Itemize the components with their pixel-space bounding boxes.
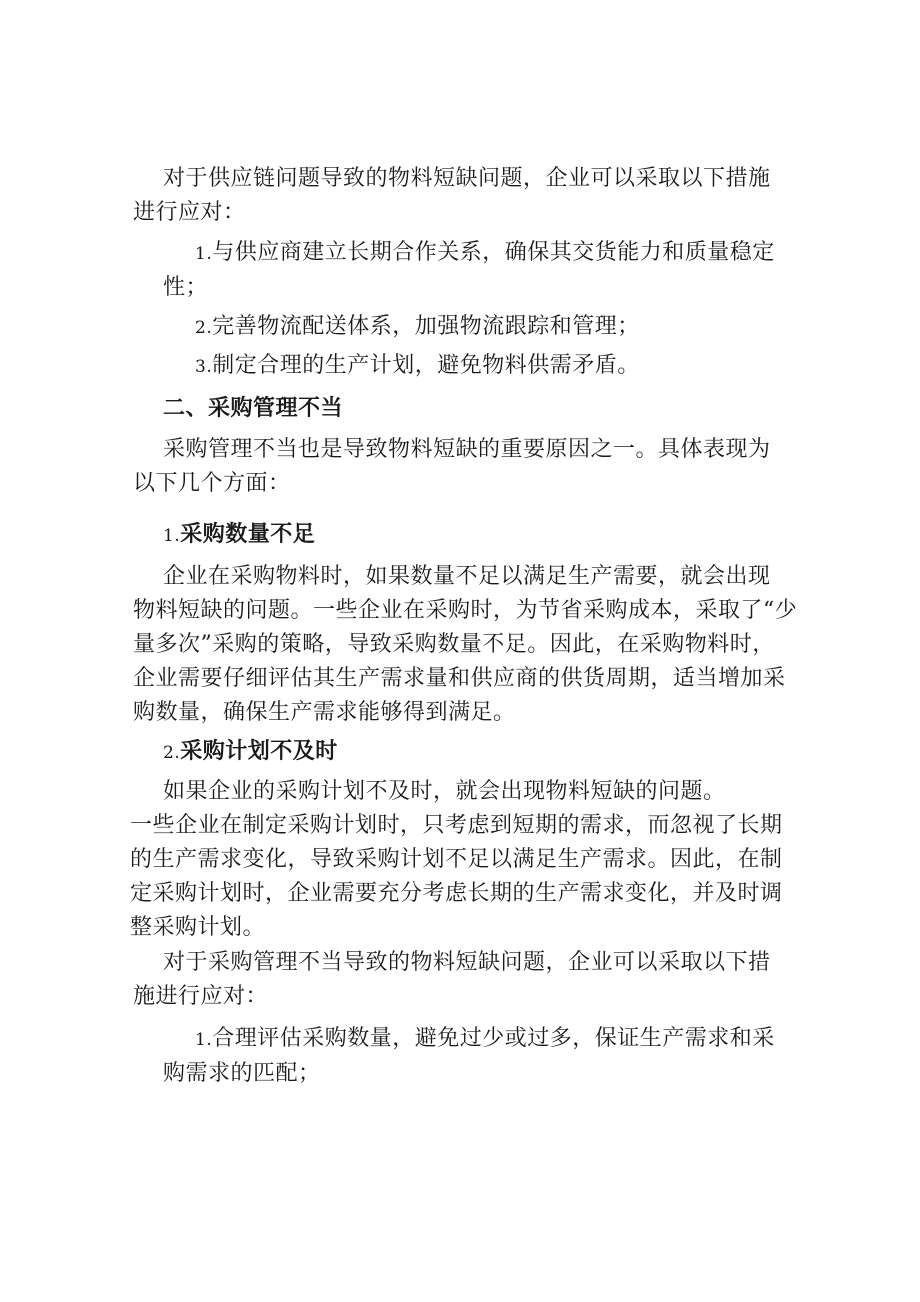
subheading-text: 采购数量不足 [180,522,316,547]
text-line: 整采购计划。 [130,915,266,940]
text-line: 量多次”采购的策略，导致采购数量不足。因此，在采购物料时， [133,632,775,657]
paragraph-procurement-measures-intro [133,946,771,1014]
paragraph-insufficient-quantity [133,560,798,730]
list-number: 1. [195,1030,213,1050]
text-line: 施进行应对： [133,984,269,1009]
text-line: 以下几个方面： [133,471,291,496]
text-line: 的生产需求变化，导致采购计划不足以满足生产需求。因此，在制 [130,847,783,872]
list-number: 2. [195,318,213,338]
list-number: 3. [195,357,213,377]
paragraph-procurement-intro [133,433,771,501]
list-item-measure-3 [195,349,640,384]
text-line: 定采购计划时，企业需要充分考虑长期的生产需求变化，并及时调 [130,881,783,906]
paragraph-plan-not-timely [130,775,783,945]
text-line: 合理评估采购数量，避免过少或过多，保证生产需求和采 [212,1026,775,1051]
list-number: 2. [163,743,181,763]
text-line: 进行应对： [133,200,246,225]
list-item-measure-2 [195,310,640,345]
text-line: 购需求的匹配； [163,1061,321,1086]
text-line: 如果企业的采购计划不及时，就会出现物料短缺的问题。 [163,779,726,804]
list-item-procurement-measure-1 [163,1022,775,1091]
text-line: 一些企业在制定采购计划时，只考虑到短期的需求，而忽视了长期 [130,813,783,838]
paragraph-supply-measures-intro [133,162,771,230]
subheading-plan-not-timely [163,735,338,770]
text-line: 企业需要仔细评估其生产需求量和供应商的供货周期，适当增加采 [133,666,786,691]
list-number: 1. [163,526,181,546]
section-heading-procurement: 二、采购管理不当 [163,396,344,421]
list-number: 1. [195,244,213,264]
text-line: 对于供应链问题导致的物料短缺问题，企业可以采取以下措施 [163,166,771,191]
text-line: 采购管理不当也是导致物料短缺的重要原因之一。具体表现为 [163,437,771,462]
subheading-text: 采购计划不及时 [180,739,338,764]
subheading-insufficient-quantity [163,518,315,553]
list-item-measure-1 [163,236,775,305]
text-line: 完善物流配送体系，加强物流跟踪和管理； [212,314,640,339]
text-line: 制定合理的生产计划，避免物料供需矛盾。 [212,353,640,378]
text-line: 购数量，确保生产需求能够得到满足。 [133,700,516,725]
text-line: 与供应商建立长期合作关系，确保其交货能力和质量稳定 [212,240,775,265]
text-line: 性； [163,275,209,300]
text-line: 物料短缺的问题。一些企业在采购时，为节省采购成本，采取了“少 [133,598,798,623]
text-line: 企业在采购物料时，如果数量不足以满足生产需要，就会出现 [163,564,771,589]
text-line: 对于采购管理不当导致的物料短缺问题，企业可以采取以下措 [163,950,771,975]
